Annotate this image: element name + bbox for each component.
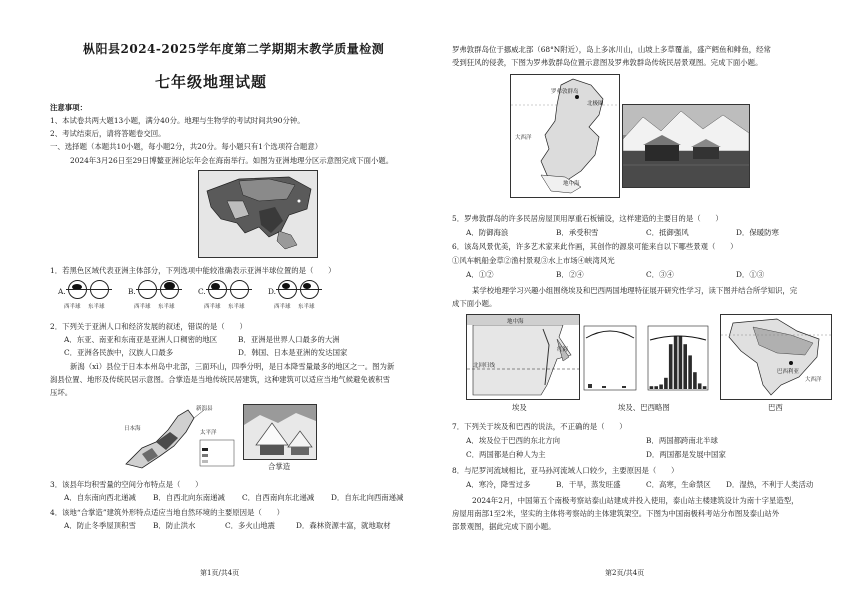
exam-subtitle: 七年级地理试题 bbox=[155, 73, 268, 91]
pacific-label: 太平洋 bbox=[200, 430, 217, 436]
intro-lofoten-2: 受到狂风的侵袭，下图为罗弗敦群岛位置示意图及罗弗敦群岛传统民居景观图。完成下面小题。 bbox=[452, 58, 763, 67]
mediterranean-label: 地中海 bbox=[563, 181, 580, 187]
intro-taishan-1: 2024年2月，中国第五个南极考察站泰山站建成并投入使用，泰山站主楼建筑设计为南十字星造型， bbox=[472, 496, 799, 505]
q7-option-a[interactable]: A．埃及位于巴西的东北方向 bbox=[466, 436, 561, 445]
tropic-label: 北回归线 bbox=[473, 363, 496, 369]
west-label: 西半球 bbox=[64, 304, 81, 310]
brasilia-label: 巴西利亚 bbox=[777, 369, 800, 375]
q2-option-c[interactable]: C．亚洲各民族中，汉族人口最多 bbox=[64, 348, 174, 357]
q5-option-d[interactable]: D．保暖防寒 bbox=[736, 228, 779, 237]
east-label: 东半球 bbox=[298, 304, 315, 310]
question-8: 8．与尼罗河流域相比，亚马孙河流域人口较少，主要原因是（ ） bbox=[452, 466, 679, 475]
west-label: 西半球 bbox=[274, 304, 291, 310]
q3-option-c[interactable]: C．自西南向东北递减 bbox=[242, 493, 315, 502]
q3-option-d[interactable]: D．自东北向西南递减 bbox=[331, 493, 404, 502]
climate-chart bbox=[582, 318, 712, 398]
q8-option-d[interactable]: D．湿热，不利于人类活动 bbox=[726, 480, 814, 489]
q1-option-c[interactable]: C. bbox=[198, 287, 206, 296]
egypt-caption: 埃及 bbox=[512, 403, 527, 412]
intro-lofoten-1: 罗弗敦群岛位于挪威北部（68°N附近），岛上多冰川山，山坡上多草覆盖，盛产鳕鱼和鲱鱼，经常 bbox=[452, 45, 771, 54]
equator-line bbox=[136, 289, 182, 290]
precipitation-bar bbox=[693, 372, 697, 389]
q1-option-b[interactable]: B. bbox=[128, 287, 136, 296]
q5-option-c[interactable]: C．抵御强风 bbox=[646, 228, 689, 237]
question-7: 7．下列关于埃及和巴西的说法，不正确的是（ ） bbox=[452, 422, 627, 431]
equator-line bbox=[206, 289, 252, 290]
question-6: 6．该岛风景优美，许多艺术家来此作画，其创作的源泉可能来自以下哪些景观（ ） bbox=[452, 242, 738, 251]
east-label: 东半球 bbox=[88, 304, 105, 310]
q4-option-c[interactable]: C．多火山地震 bbox=[225, 521, 275, 530]
question-5: 5．罗弗敦群岛的许多民居房屋顶用厚重石板铺设，这样建造的主要目的是（ ） bbox=[452, 214, 723, 223]
intro-niigata-1: 新潟（xì）县位于日本本州岛中北部，三面环山，四季分明，是日本降雪量最多的地区之一。图为新 bbox=[70, 362, 395, 371]
niigata-label: 新潟县 bbox=[196, 406, 213, 412]
q8-option-a[interactable]: A．寒冷，降雪过多 bbox=[466, 480, 531, 489]
q6-option-b[interactable]: B．②④ bbox=[556, 270, 584, 279]
q6-option-c[interactable]: C．③④ bbox=[646, 270, 674, 279]
precipitation-bar bbox=[688, 355, 692, 389]
atlantic-label: 大西洋 bbox=[515, 135, 532, 141]
q2-option-b[interactable]: B．亚洲是世界人口最多的大洲 bbox=[238, 335, 340, 344]
page-footer-1: 第1页/共4页 bbox=[200, 569, 240, 577]
niigata-map bbox=[112, 402, 240, 474]
q1-options-figure bbox=[58, 280, 328, 320]
precipitation-bar bbox=[669, 344, 673, 389]
q8-option-b[interactable]: B．干旱，蒸发旺盛 bbox=[556, 480, 621, 489]
exam-title: 枞阳县2024-2025学年度第二学期期末教学质量检测 bbox=[83, 42, 385, 56]
sea-of-japan-label: 日本海 bbox=[124, 426, 141, 432]
arctic-circle-label: 北极圈 bbox=[587, 101, 604, 107]
q7-option-c[interactable]: C．两国都是白种人为主 bbox=[466, 450, 546, 459]
question-4: 4．该地“合掌造”建筑外形特点适应当地自然环境的主要原因是（ ） bbox=[50, 508, 284, 517]
precipitation-bar bbox=[698, 383, 702, 389]
intro-niigata-3: 压坏。 bbox=[50, 388, 73, 397]
q3-option-b[interactable]: B．自西北向东南递减 bbox=[153, 493, 225, 502]
q5-option-a[interactable]: A．防御海浪 bbox=[466, 228, 509, 237]
notice-1: 1、本试卷共两大题13小题，满分40分。地理与生物学的考试时间共90分钟。 bbox=[50, 116, 305, 125]
intro-niigata-2: 潟县位置、地形及传统民居示意图。合掌造是当地传统民居建筑，这种建筑可以适应当地气候避免被积雪 bbox=[50, 375, 390, 384]
precipitation-bar bbox=[664, 378, 668, 389]
precipitation-bar bbox=[679, 336, 683, 389]
question-2: 2．下列关于亚洲人口和经济发展的叙述，错误的是（ ） bbox=[50, 322, 247, 331]
lofoten-location-map bbox=[510, 74, 620, 198]
q4-option-a[interactable]: A．防止冬季屋顶积雪 bbox=[64, 521, 136, 530]
q7-option-b[interactable]: B．两国都跨南北半球 bbox=[646, 436, 718, 445]
precipitation-bar bbox=[674, 336, 678, 389]
climate-chart-panel bbox=[582, 318, 712, 398]
west-label: 西半球 bbox=[204, 304, 221, 310]
equator-line bbox=[66, 289, 112, 290]
q7-option-d[interactable]: D．两国都是发展中国家 bbox=[646, 450, 726, 459]
q2-option-a[interactable]: A．东亚、南亚和东南亚是亚洲人口稠密的地区 bbox=[64, 335, 218, 344]
intro-egypt-brazil-1: 某学校地理学习兴趣小组围绕埃及和巴西两国地理特征展开研究性学习，读下图并结合所学知识，完 bbox=[472, 286, 798, 295]
q4-option-d[interactable]: D．森林资源丰富，就地取材 bbox=[296, 521, 391, 530]
gassho-house-photo bbox=[243, 404, 317, 460]
precipitation-bar bbox=[650, 386, 654, 389]
intro-taishan-3: 部景观图，据此完成下面小题。 bbox=[452, 522, 556, 531]
page-two bbox=[430, 0, 860, 608]
brazil-map bbox=[720, 314, 832, 400]
atlantic-label: 大西洋 bbox=[805, 377, 822, 383]
chart-caption: 埃及、巴西略图 bbox=[618, 403, 670, 412]
q8-option-c[interactable]: C．高寒，生命禁区 bbox=[646, 480, 711, 489]
notice-heading: 注意事项： bbox=[50, 103, 87, 112]
precipitation-bar bbox=[659, 385, 663, 390]
question-3: 3．该县年均积雪量的空间分布特点是（ ） bbox=[50, 480, 203, 489]
intro-egypt-brazil-2: 成下面小题。 bbox=[452, 299, 497, 308]
q6-option-d[interactable]: D．①③ bbox=[736, 270, 765, 279]
egypt-map bbox=[466, 314, 580, 400]
brazil-caption: 巴西 bbox=[768, 403, 783, 412]
asia-region-map bbox=[198, 170, 318, 258]
east-label: 东半球 bbox=[158, 304, 175, 310]
q4-option-b[interactable]: B．防止洪水 bbox=[153, 521, 196, 530]
q1-option-d[interactable]: D. bbox=[268, 287, 277, 296]
notice-2: 2、考试结束后，请将答题卷交回。 bbox=[50, 129, 166, 138]
gassho-caption: 合掌造 bbox=[268, 462, 291, 471]
page-footer-2: 第2页/共4页 bbox=[605, 569, 645, 577]
intro-taishan-2: 房屋用南部1至2米，坚实的主体将考察站的主体建筑架空。下图为中国南极科考站分布图及泰山站外 bbox=[452, 509, 780, 518]
west-label: 西半球 bbox=[134, 304, 151, 310]
q6-option-a[interactable]: A．①② bbox=[466, 270, 494, 279]
section-one-heading: 一、选择题（本题共10小题，每小题2分，共20分。每小题只有1个选项符合题意） bbox=[50, 142, 323, 151]
equator-line bbox=[276, 289, 322, 290]
q6-items: ①风车帆船金草②渔村景观③水上市场④峡湾风光 bbox=[452, 256, 615, 265]
mediterranean-label: 地中海 bbox=[507, 319, 524, 325]
precipitation-bar bbox=[703, 386, 707, 389]
q3-option-a[interactable]: A．自东南向西北递减 bbox=[64, 493, 136, 502]
intro-asia: 2024年3月26日至29日博鳌亚洲论坛年会在海南举行。如图为亚洲地理分区示意图完成下面小题。 bbox=[70, 156, 394, 165]
east-label: 东半球 bbox=[228, 304, 245, 310]
red-sea-label: 红海 bbox=[557, 347, 569, 353]
q2-option-d[interactable]: D．韩国、日本是亚洲的发达国家 bbox=[238, 348, 348, 357]
lofoten-house-photo bbox=[622, 104, 750, 188]
question-1: 1．若黑色区域代表亚洲主体部分，下列选项中能较准确表示亚洲半球位置的是（ ） bbox=[50, 266, 336, 275]
precipitation-bar bbox=[683, 344, 687, 389]
q1-option-a[interactable]: A. bbox=[58, 287, 66, 296]
q5-option-b[interactable]: B．承受积雪 bbox=[556, 228, 599, 237]
precipitation-bar bbox=[654, 386, 658, 389]
lofoten-label: 罗弗敦群岛 bbox=[551, 89, 579, 95]
